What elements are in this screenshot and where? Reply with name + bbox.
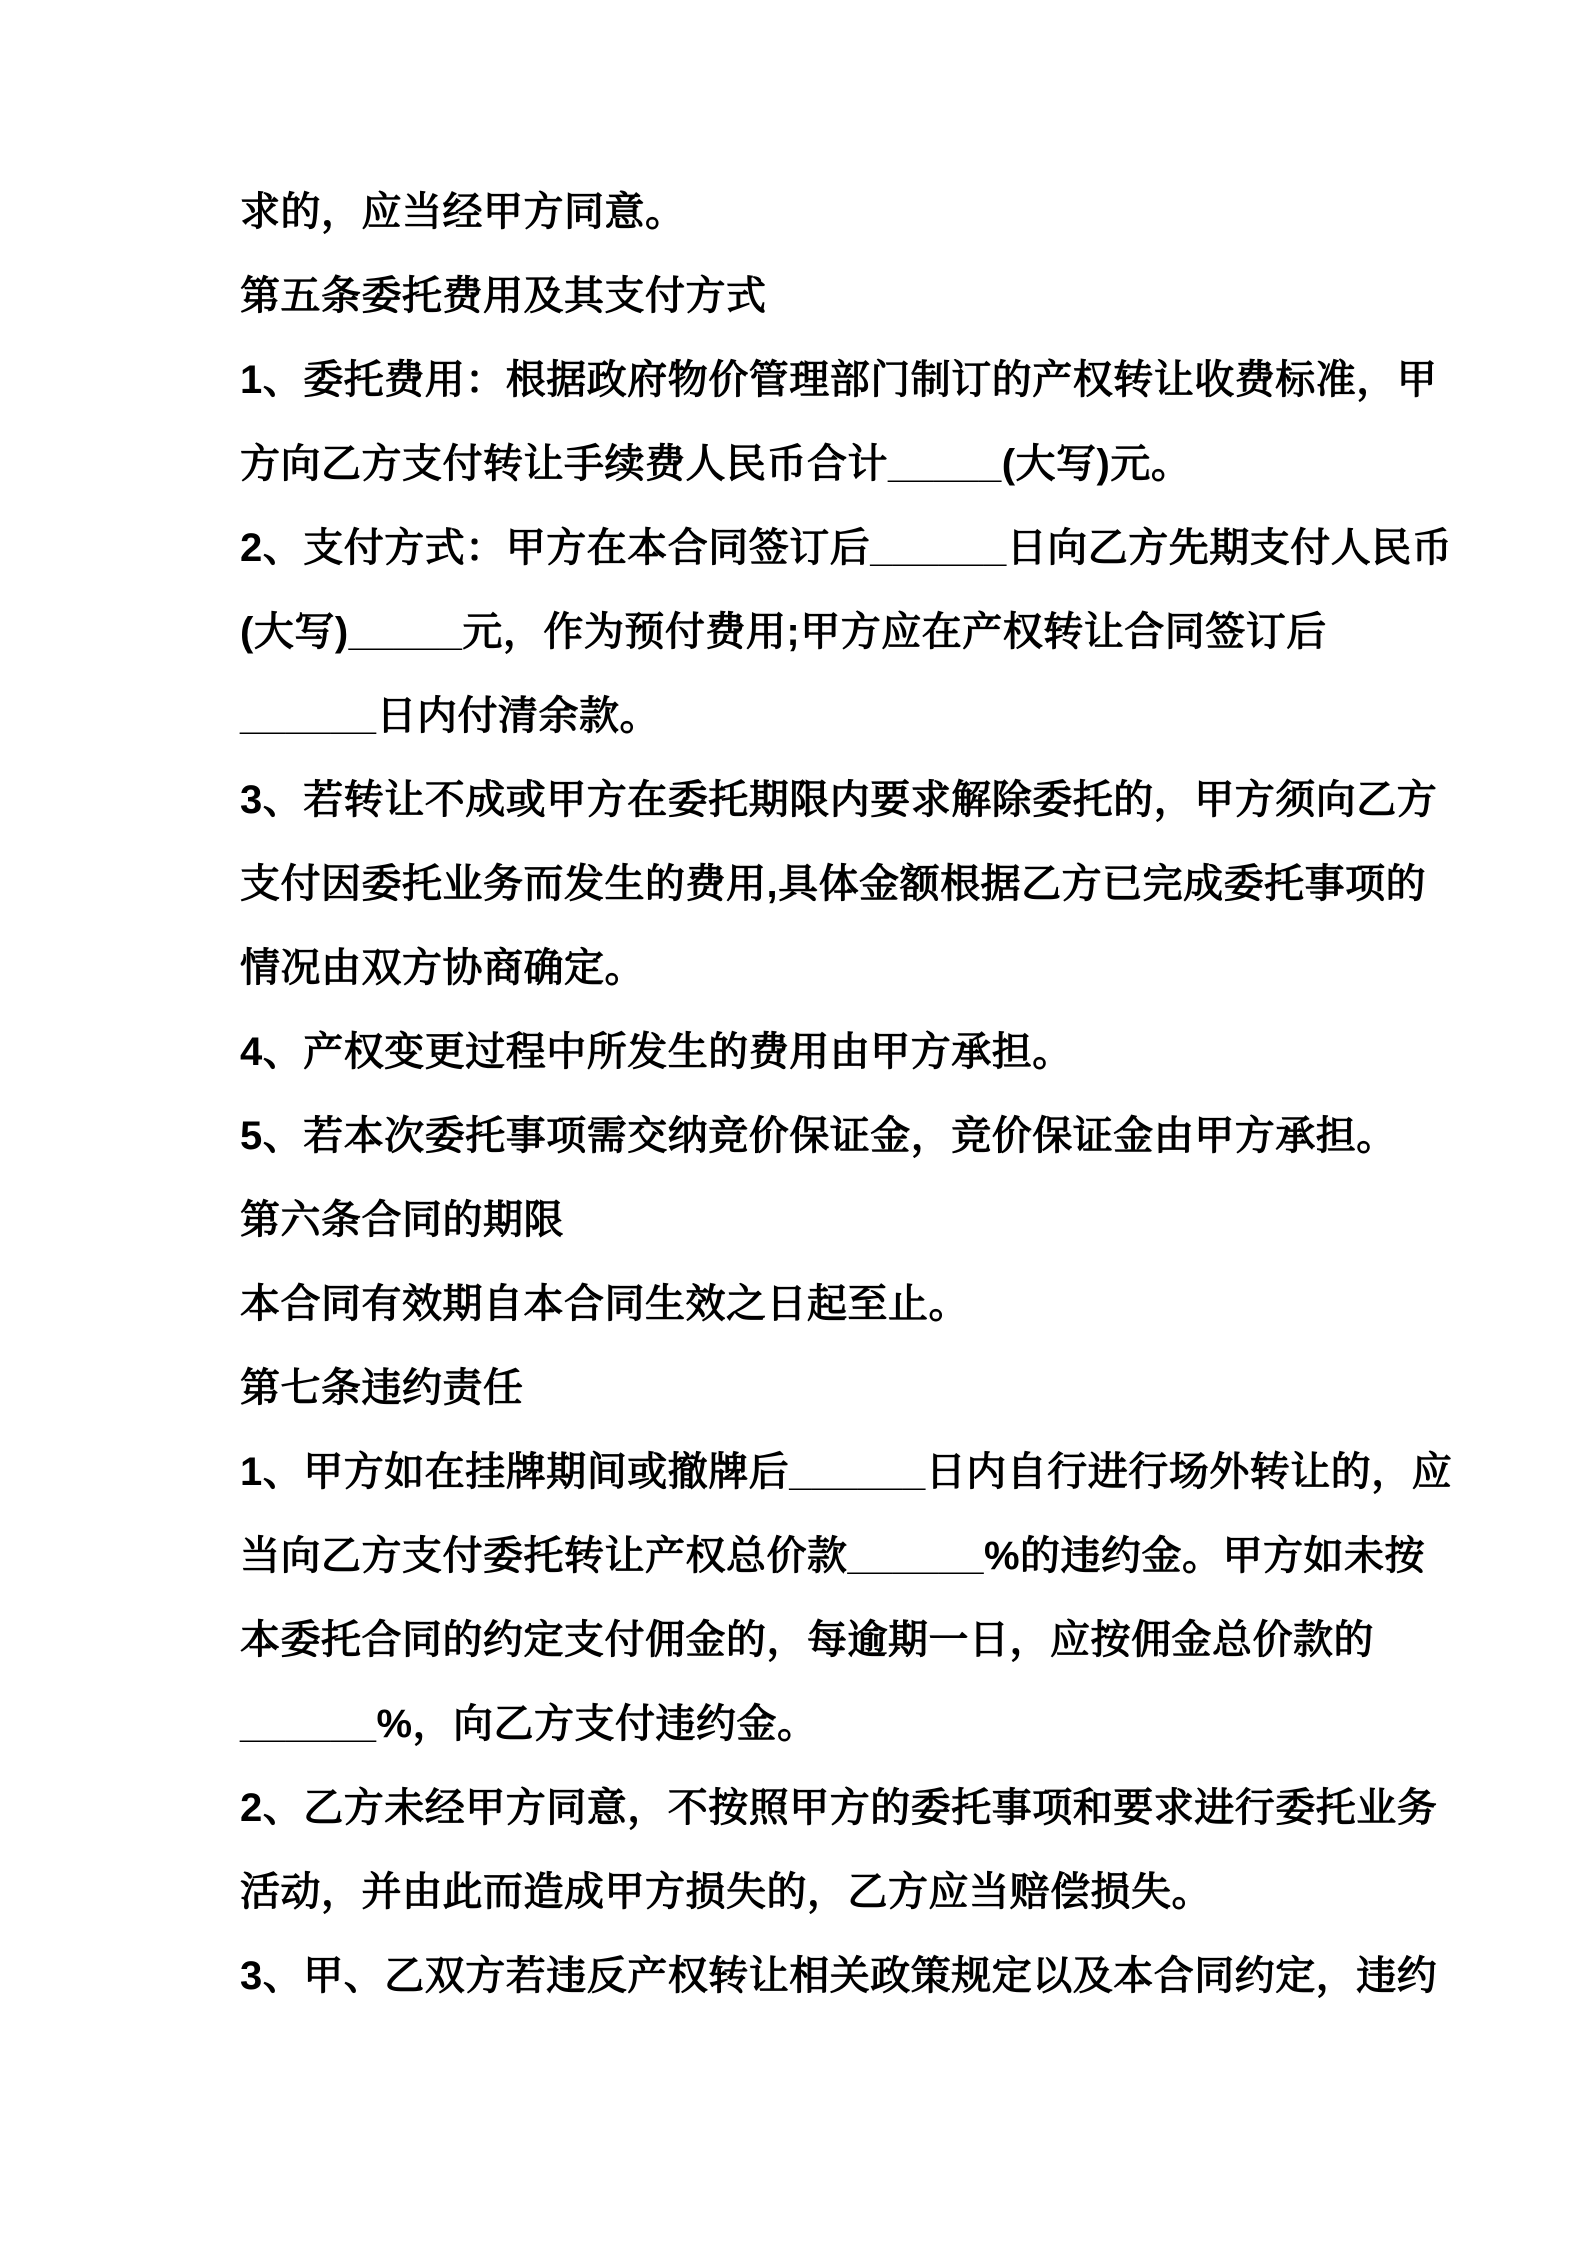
text-line-21: 活动，并由此而造成甲方损失的，乙方应当赔偿损失。	[240, 1870, 1212, 1914]
text-line-20: 2、乙方未经甲方同意，不按照甲方的委托事项和要求进行委托业务	[240, 1786, 1438, 1830]
text-line-6: (大写)_____元，作为预付费用;甲方应在产权转让合同签订后	[240, 610, 1327, 654]
text-line-9: 支付因委托业务而发生的费用,具体金额根据乙方已完成委托事项的	[240, 862, 1427, 906]
text-line-1: 求的，应当经甲方同意。	[240, 190, 686, 234]
section-heading-article-6: 第六条合同的期限	[240, 1198, 564, 1242]
text-line-16: 1、甲方如在挂牌期间或撤牌后______日内自行进行场外转让的，应	[240, 1450, 1453, 1494]
text-line-22: 3、甲、乙双方若违反产权转让相关政策规定以及本合同约定，违约	[240, 1954, 1438, 1998]
text-line-10: 情况由双方协商确定。	[240, 946, 645, 990]
text-line-4: 方向乙方支付转让手续费人民币合计_____(大写)元。	[240, 442, 1192, 486]
text-line-12: 5、若本次委托事项需交纳竞价保证金，竞价保证金由甲方承担。	[240, 1114, 1397, 1158]
text-line-5: 2、支付方式：甲方在本合同签订后______日向乙方先期支付人民币	[240, 526, 1453, 570]
contract-text-block	[240, 170, 1453, 2018]
text-line-3: 1、委托费用：根据政府物价管理部门制订的产权转让收费标准，甲	[240, 358, 1438, 402]
text-line-14: 本合同有效期自本合同生效之日起至止。	[240, 1282, 969, 1326]
text-line-19: ______%，向乙方支付违约金。	[240, 1702, 818, 1746]
section-heading-article-7: 第七条违约责任	[240, 1366, 524, 1410]
text-line-7: ______日内付清余款。	[240, 694, 660, 738]
text-line-18: 本委托合同的约定支付佣金的，每逾期一日，应按佣金总价款的	[240, 1618, 1374, 1662]
section-heading-article-5: 第五条委托费用及其支付方式	[240, 274, 767, 318]
text-line-8: 3、若转让不成或甲方在委托期限内要求解除委托的，甲方须向乙方	[240, 778, 1438, 822]
text-line-11: 4、产权变更过程中所发生的费用由甲方承担。	[240, 1030, 1073, 1074]
text-line-17: 当向乙方支付委托转让产权总价款______%的违约金。甲方如未按	[240, 1534, 1426, 1578]
